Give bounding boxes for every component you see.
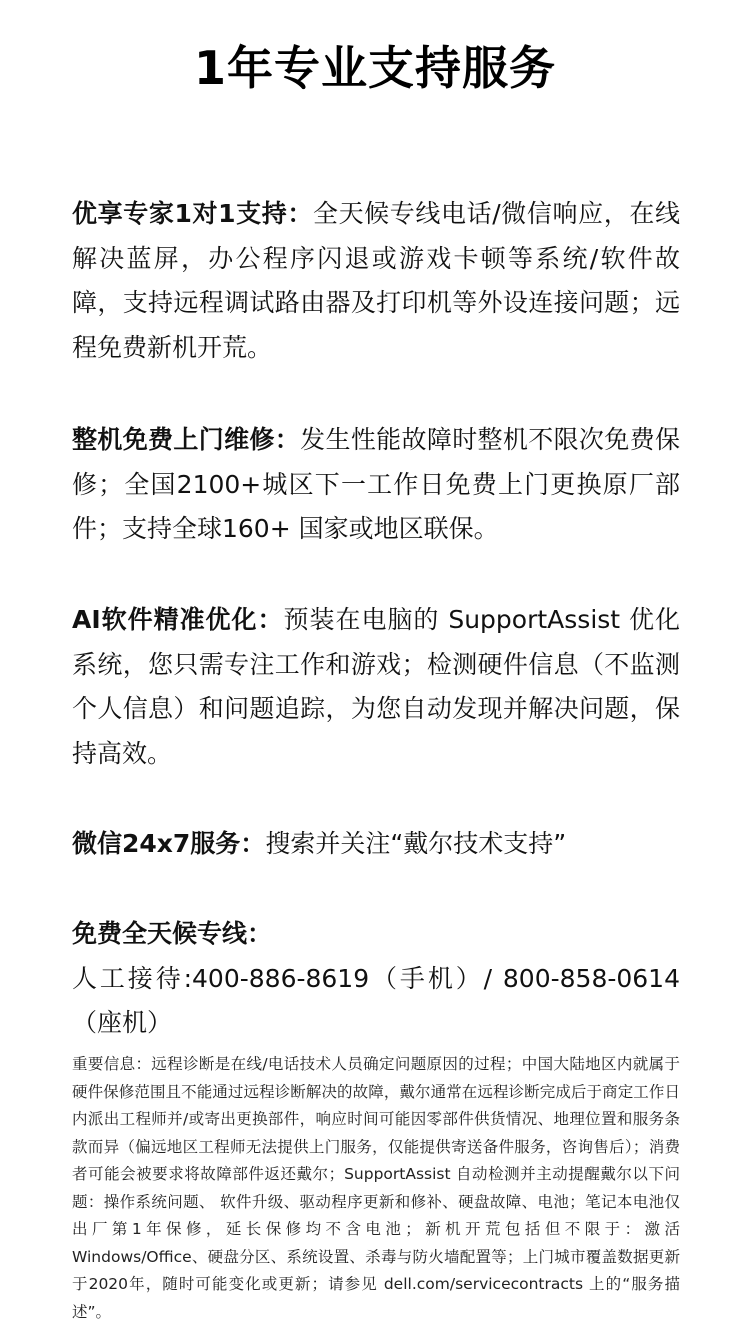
section-onsite-repair xyxy=(72,418,680,552)
section-hotline-numbers: 人工接待:400-886-8619（手机）/ 800-858-0614（座机） xyxy=(72,963,680,1037)
important-notice: 重要信息：远程诊断是在线/电话技术人员确定问题原因的过程；中国大陆地区内就属于硬件保修范围且不能通过远程诊断解决的故障，戴尔通常在远程诊断完成后于商定工作日内派出工程师并/或寄出更换部件，响应时间可能因零部件供货情况、地理位置和服务条款而异（偏远地区工程师无法提供上门服务，仅能提供寄送备件服务，咨询售后）；消费者可能会被要求将故障部件返还戴尔；SupportAssist 自动检测并主动提醒戴尔以下问题：操作系统问题、 软件升级、驱动程序更新和修补、硬盘故障、电池；笔记本电池仅出厂第1年保修，延长保修均不含电池；新机开荒包括但不限于：激活Windows/Office、硬盘分区、系统设置、杀毒与防火墙配置等；上门城市覆盖数据更新于2020年，随时可能变化或更新；请参见 dell.com/servicecontracts 上的“服务描述”。 xyxy=(72,1055,680,1321)
section-expert-support xyxy=(72,192,680,370)
section-onsite-body: 发生性能故障时整机不限次免费保修；全国2100+城区下一工作日免费上门更换原厂部件；支持全球160+ 国家或地区联保。 xyxy=(72,425,680,543)
page-title: 1年专业支持服务 xyxy=(193,41,556,95)
section-ai-body: 预装在电脑的 SupportAssist 优化系统，您只需专注工作和游戏；检测硬件信息（不监测个人信息）和问题追踪，为您自动发现并解决问题，保持高效。 xyxy=(72,605,680,768)
section-onsite-label: 整机免费上门维修： xyxy=(72,425,301,454)
section-wechat-service xyxy=(72,822,680,867)
section-expert-label: 优享专家1对1支持： xyxy=(72,199,313,228)
section-expert-body: 全天候专线电话/微信响应，在线解决蓝屏，办公程序闪退或游戏卡顿等系统/软件故障，支持远程调试路由器及打印机等外设连接问题；远程免费新机开荒。 xyxy=(72,199,680,362)
section-wechat-label: 微信24x7服务： xyxy=(72,829,266,858)
section-ai-label: AI软件精准优化： xyxy=(72,605,284,634)
section-wechat-body: 搜索并关注“戴尔技术支持” xyxy=(265,829,567,858)
section-hotline-label: 免费全天候专线： xyxy=(72,919,273,948)
section-ai-optimization xyxy=(72,598,680,776)
section-hotline xyxy=(72,912,680,1046)
